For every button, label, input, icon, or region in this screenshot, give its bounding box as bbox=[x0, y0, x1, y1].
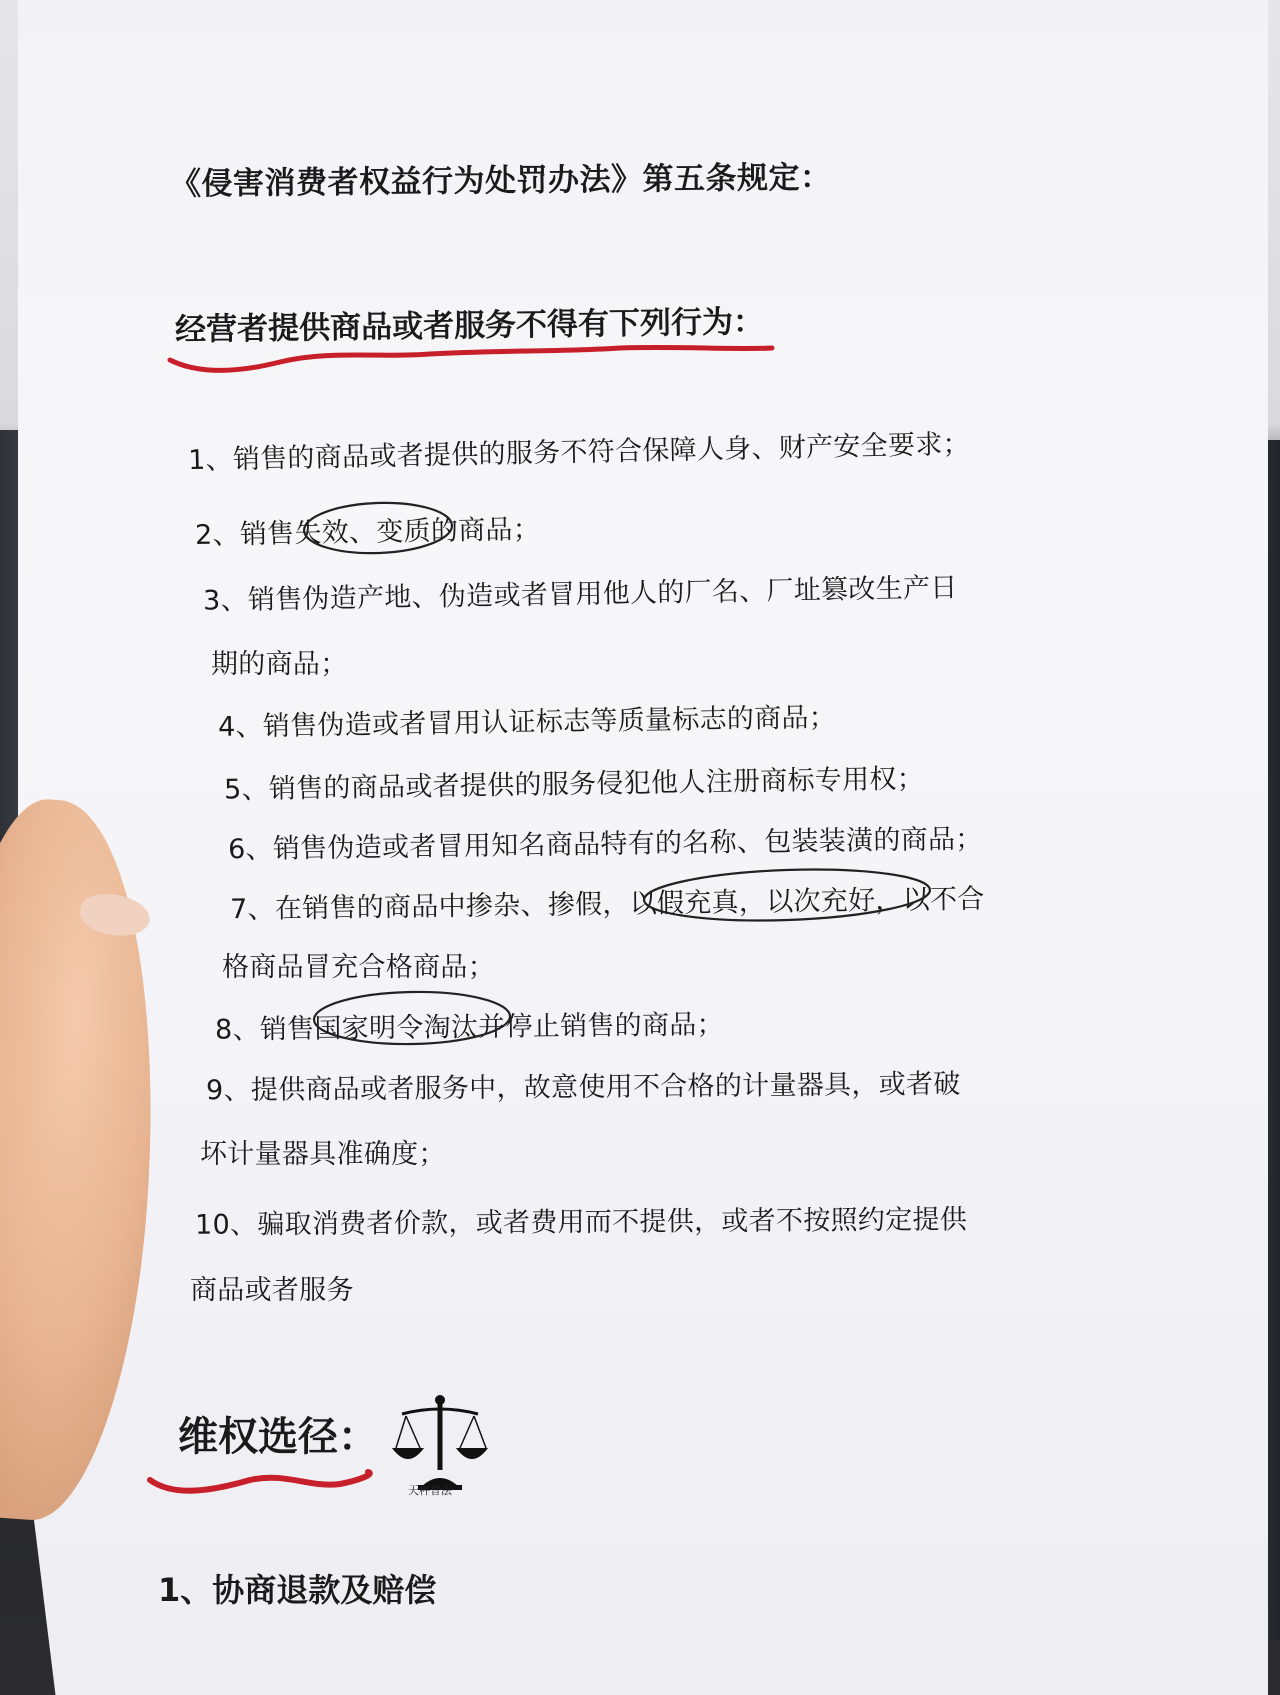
rule-item-3-line-2: 期的商品； bbox=[211, 649, 348, 680]
rule-item-3-line-1: 3、销售伪造产地、伪造或者冒用他人的厂名、厂址篡改生产日 bbox=[202, 572, 958, 617]
rule-item-1: 1、销售的商品或者提供的服务不符合保障人身、财产安全要求； bbox=[187, 428, 971, 477]
logo-caption: 天秤普法 bbox=[408, 1484, 452, 1497]
rule-item-10-line-2: 商品或者服务 bbox=[190, 1275, 354, 1306]
document-title: 《侵害消费者权益行为处罚办法》第五条规定： bbox=[169, 159, 832, 203]
rule-item-7-line-1: 7、在销售的商品中掺杂、掺假，以假充真，以次充好，以不合 bbox=[229, 883, 985, 926]
rule-item-5: 5、销售的商品或者提供的服务侵犯他人注册商标专用权； bbox=[223, 763, 925, 806]
document-subtitle: 经营者提供商品或者服务不得有下列行为： bbox=[174, 303, 765, 349]
rule-item-9-line-1: 9、提供商品或者服务中，故意使用不合格的计量器具，或者破 bbox=[205, 1068, 961, 1107]
method-item-1: 1、协商退款及赔偿 bbox=[158, 1571, 437, 1609]
rule-item-6: 6、销售伪造或者冒用知名商品特有的名称、包装装潢的商品； bbox=[227, 823, 983, 866]
rule-item-10-line-1: 10、骗取消费者价款，或者费用而不提供，或者不按照约定提供 bbox=[194, 1204, 968, 1241]
rule-item-8: 8、销售国家明令淘汰并停止销售的商品； bbox=[214, 1009, 725, 1046]
rule-item-2: 2、销售失效、变质的商品； bbox=[194, 513, 541, 552]
rule-item-9-line-2: 坏计量器具准确度； bbox=[200, 1139, 446, 1170]
rule-item-7-line-2: 格商品冒充合格商品； bbox=[222, 952, 495, 983]
section-title: 维权选径： bbox=[178, 1414, 378, 1460]
rule-item-4: 4、销售伪造或者冒用认证标志等质量标志的商品； bbox=[217, 702, 837, 743]
